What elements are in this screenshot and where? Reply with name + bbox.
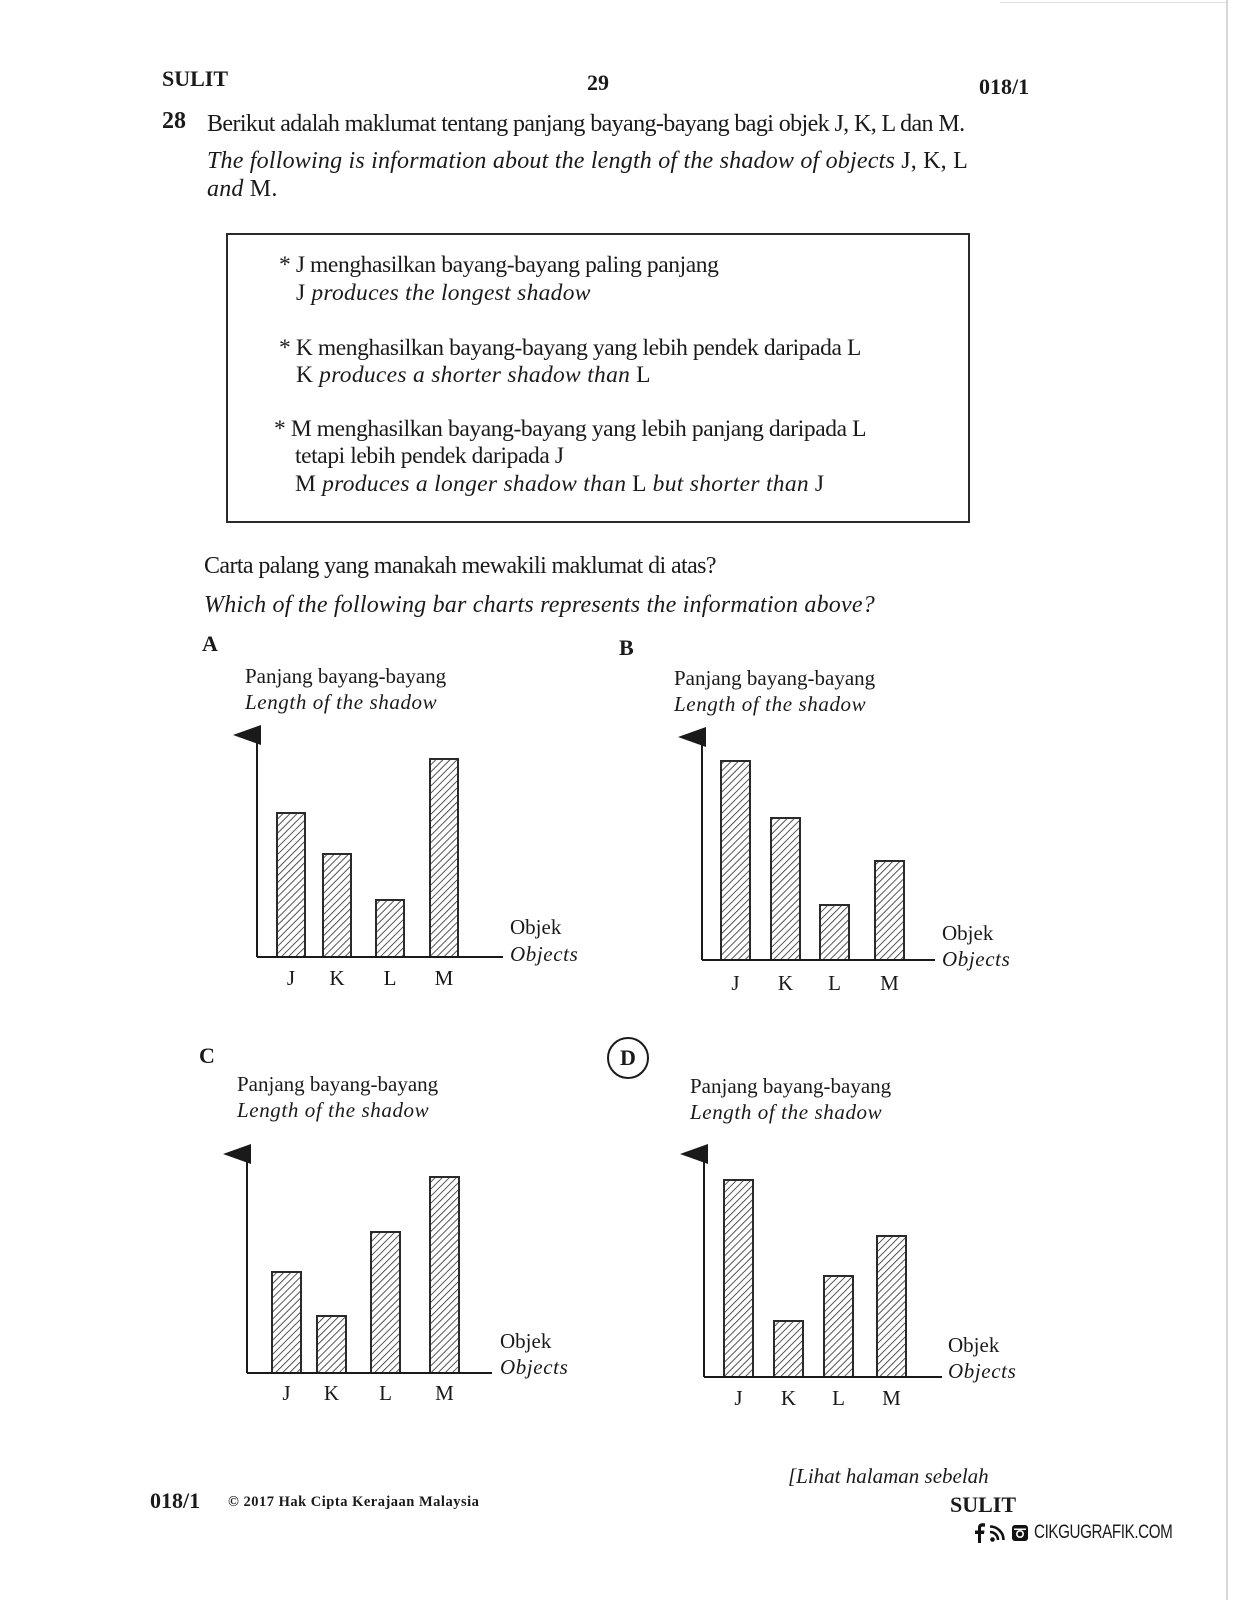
object: L — [626, 471, 647, 497]
instagram-icon[interactable] — [1011, 1524, 1029, 1542]
statement-3-ms-line2: tetapi lebih pendek daripada J — [295, 443, 564, 469]
prompt-en: Which of the following bar charts represents the information above? — [204, 592, 875, 618]
chart-c — [247, 1154, 492, 1405]
chart-a-xlabel-en: Objects — [510, 942, 579, 966]
chart-a — [257, 735, 503, 990]
question-en-italic: The following is information about the length of the shadow of objects — [207, 148, 895, 174]
chart-a-ylabel-en: Length of the shadow — [245, 690, 438, 714]
chart-a-ylabel-ms: Panjang bayang-bayang — [245, 664, 447, 688]
bar-J — [272, 1272, 301, 1373]
statement-en-text: but shorter than — [646, 471, 809, 497]
category-label: K — [323, 1381, 340, 1405]
bullet: * — [274, 416, 286, 442]
bar-K — [771, 818, 800, 960]
bullet: * — [279, 335, 291, 361]
subject: M — [295, 471, 316, 497]
question-number: 28 — [162, 108, 186, 134]
chart-b-ylabel-en: Length of the shadow — [674, 692, 867, 716]
chart-b-xlabel-en: Objects — [942, 947, 1011, 971]
bar-J — [277, 813, 305, 957]
bar-K — [323, 854, 351, 957]
option-c-label[interactable]: C — [199, 1043, 215, 1068]
option-b-label[interactable]: B — [619, 635, 634, 660]
category-label: M — [434, 966, 454, 990]
chart-b — [702, 737, 935, 995]
chart-b-xlabel-ms: Objek — [942, 921, 994, 945]
object: J — [808, 471, 824, 497]
question-en-and: and — [207, 176, 244, 202]
footer-copyright: © 2017 Hak Cipta Kerajaan Malaysia — [228, 1494, 480, 1510]
bar-M — [877, 1236, 906, 1377]
prompt-ms: Carta palang yang manakah mewakili maklumat di atas? — [204, 553, 716, 579]
statement-text: M menghasilkan bayang-bayang yang lebih panjang daripada L — [285, 416, 867, 442]
subject: K — [296, 362, 313, 388]
category-label: K — [780, 1386, 797, 1410]
bar-L — [376, 900, 404, 957]
category-label: J — [731, 971, 740, 995]
chart-c-xlabel-ms: Objek — [500, 1329, 552, 1353]
chart-d-ylabel-en: Length of the shadow — [690, 1100, 883, 1124]
chart-d-xlabel-en: Objects — [948, 1359, 1017, 1383]
bar-L — [824, 1276, 853, 1377]
chart-b-ylabel-ms: Panjang bayang-bayang — [674, 666, 876, 690]
question-en-m: M. — [243, 176, 278, 202]
bar-L — [371, 1232, 400, 1373]
page-number: 29 — [587, 70, 609, 95]
bar-M — [430, 759, 458, 957]
category-label: L — [832, 1386, 845, 1410]
question-text-ms: Berikut adalah maklumat tentang panjang bayang-bayang bagi objek J, K, L dan M. — [207, 111, 965, 137]
option-d-label: D — [620, 1045, 636, 1070]
statement-text: J menghasilkan bayang-bayang paling panjang — [290, 252, 719, 278]
category-label: J — [734, 1386, 743, 1410]
chart-d-ylabel-ms: Panjang bayang-bayang — [690, 1074, 892, 1098]
statement-en-text: produces the longest shadow — [305, 280, 591, 306]
brand-text[interactable]: CIKGUGRAFIK.COM — [1034, 1522, 1173, 1543]
bar-L — [820, 905, 849, 960]
footer-classification: SULIT — [950, 1492, 1017, 1517]
chart-a-xlabel-ms: Objek — [510, 915, 562, 939]
category-label: J — [282, 1381, 291, 1405]
chart-d — [704, 1154, 942, 1410]
chart-c-ylabel-ms: Panjang bayang-bayang — [237, 1072, 439, 1096]
category-label: M — [880, 971, 899, 995]
chart-d-xlabel-ms: Objek — [948, 1333, 1000, 1357]
watermark-brand — [973, 1522, 1207, 1544]
paper-code: 018/1 — [979, 74, 1030, 99]
bar-K — [317, 1316, 346, 1373]
category-label: J — [286, 966, 296, 990]
bar-M — [430, 1177, 459, 1373]
question-en-objects: J, K, L — [895, 148, 968, 174]
statement-en-text: produces a shorter shadow than — [312, 362, 631, 388]
facebook-icon[interactable] — [973, 1523, 985, 1543]
footer-paper-code: 018/1 — [150, 1488, 201, 1513]
chart-c-ylabel-en: Length of the shadow — [237, 1098, 430, 1122]
category-label: M — [882, 1386, 901, 1410]
object: L — [630, 362, 651, 388]
bar-J — [721, 761, 750, 960]
footer-next-page: [Lihat halaman sebelah — [788, 1464, 989, 1488]
category-label: L — [379, 1381, 392, 1405]
bullet: * — [279, 252, 291, 278]
bar-M — [875, 861, 904, 960]
category-label: K — [329, 966, 345, 990]
category-label: L — [383, 966, 397, 990]
option-a-label[interactable]: A — [202, 631, 218, 656]
category-label: K — [777, 971, 794, 995]
category-label: M — [435, 1381, 454, 1405]
header-classification: SULIT — [162, 66, 229, 91]
bar-J — [724, 1180, 753, 1377]
statement-text: K menghasilkan bayang-bayang yang lebih pendek daripada L — [290, 335, 861, 361]
statement-en-text: produces a longer shadow than — [315, 471, 627, 497]
category-label: L — [828, 971, 841, 995]
subject: J — [296, 280, 306, 306]
chart-c-xlabel-en: Objects — [500, 1355, 569, 1379]
rss-icon[interactable] — [990, 1524, 1006, 1542]
bar-K — [774, 1321, 803, 1377]
